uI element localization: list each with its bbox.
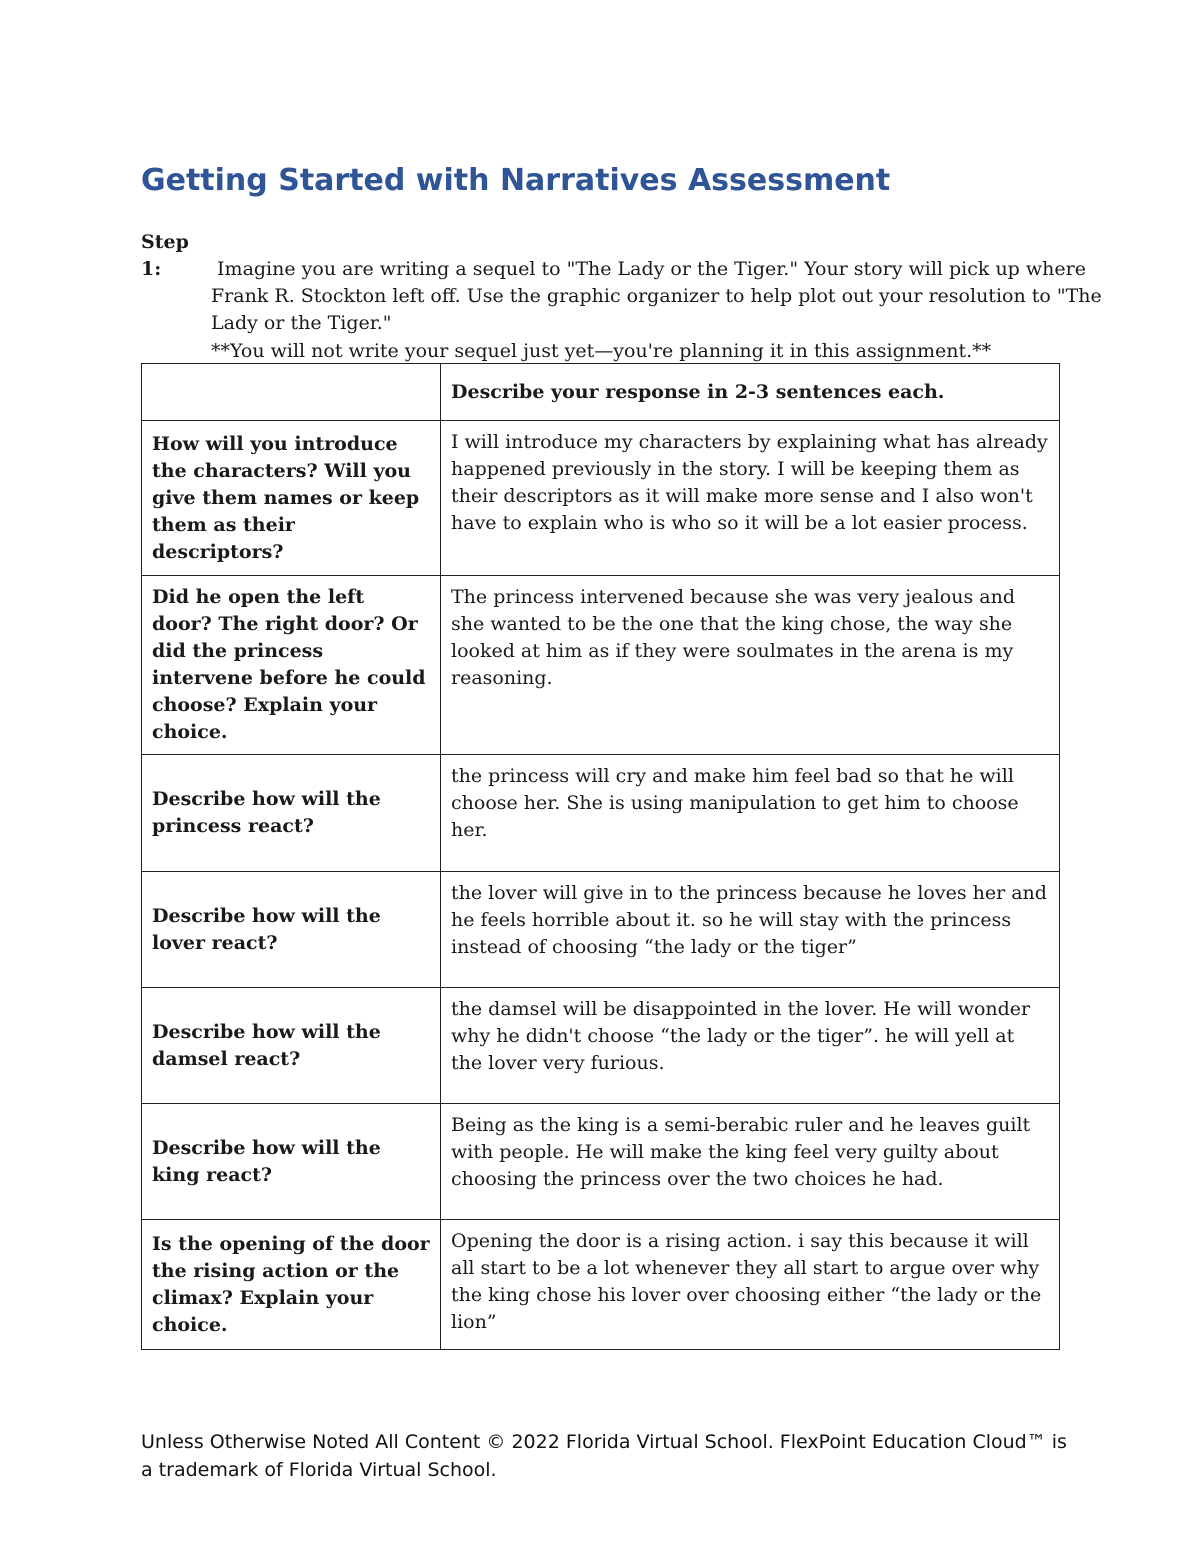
table-header-row [142,364,1060,421]
question-cell: Describe how will the princess react? [142,755,441,872]
answer-cell[interactable]: the lover will give in to the princess because he loves her and he feels horrible about it. so he will stay with the princess instead of choosing “the lady or the tiger” [441,872,1060,988]
answer-cell[interactable]: The princess intervened because she was very jealous and she wanted to be the one that the king chose, the way she looked at him as if they were soulmates in the arena is my reasoning. [441,576,1060,755]
table-row [142,872,1060,988]
question-cell: How will you introduce the characters? Will you give them names or keep them as their descriptors? [142,421,441,576]
table-row [142,1220,1060,1350]
page-title: Getting Started with Narratives Assessment [141,163,891,198]
table-row [142,1104,1060,1220]
answer-cell[interactable]: Opening the door is a rising action. i say this because it will all start to be a lot whenever they all start to argue over why the king chose his lover over choosing either “the lady or the lion” [441,1220,1060,1350]
answer-cell[interactable]: I will introduce my characters by explaining what has already happened previously in the story. I will be keeping them as their descriptors as it will make more sense and I also won't have to explain who is who so it will be a lot easier process. [441,421,1060,576]
table-row [142,988,1060,1104]
question-cell: Describe how will the lover react? [142,872,441,988]
question-cell: Describe how will the king react? [142,1104,441,1220]
table-row [142,421,1060,576]
planning-note: **You will not write your sequel just yet—you're planning it in this assignment.** [211,340,992,362]
answer-cell[interactable]: Being as the king is a semi-berabic ruler and he leaves guilt with people. He will make the king feel very guilty about choosing the princess over the two choices he had. [441,1104,1060,1220]
answer-cell[interactable]: the damsel will be disappointed in the lover. He will wonder why he didn't choose “the lady or the tiger”. he will yell at the lover very furious. [441,988,1060,1104]
graphic-organizer-table [141,363,1060,1350]
step-label: Step 1: [141,231,189,280]
header-question-cell [142,364,441,421]
step-instructions [141,229,1111,337]
table-row [142,755,1060,872]
step-text: Imagine you are writing a sequel to "The Lady or the Tiger." Your story will pick up where Frank R. Stockton left off. Use the graphic organizer to help plot out your resolution to "The Lady or the Tiger." [211,258,1102,334]
table-row [142,576,1060,755]
question-cell: Describe how will the damsel react? [142,988,441,1104]
header-response-cell: Describe your response in 2-3 sentences each. [441,364,1060,421]
copyright-footer: Unless Otherwise Noted All Content © 2022 Florida Virtual School. FlexPoint Education Cloud™ is a trademark of Florida Virtual School. [141,1431,1067,1481]
question-cell: Is the opening of the door the rising action or the climax? Explain your choice. [142,1220,441,1350]
answer-cell[interactable]: the princess will cry and make him feel bad so that he will choose her. She is using manipulation to get him to choose her. [441,755,1060,872]
question-cell: Did he open the left door? The right door? Or did the princess intervene before he could choose? Explain your choice. [142,576,441,755]
